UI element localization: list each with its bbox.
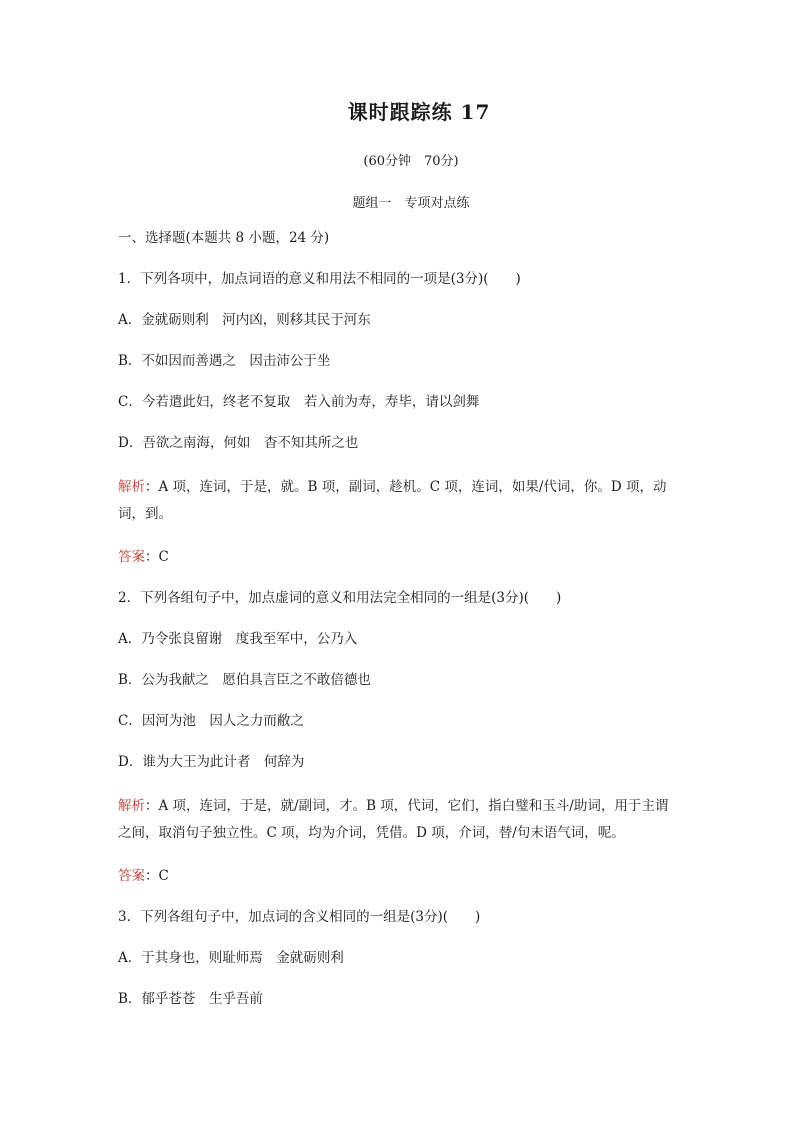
answer-text: ：C	[145, 549, 169, 565]
answer-text: ：C	[145, 868, 169, 884]
question-1-option-b: B．不如因而善遇之 因击沛公于坐	[118, 353, 331, 369]
page-title: 课时跟踪练 17	[347, 100, 491, 124]
question-2-explanation	[118, 793, 678, 847]
explanation-text: ：A 项，连词，于是，就。B 项，副词，趁机。C 项，连词，如果/代词，你。D 项，动词，到。	[118, 479, 667, 522]
explanation-text: ：A 项，连词，于是，就/副词，才。B 项，代词，它们，指白璧和玉斗/助词，用于主谓之间，取消句子独立性。C 项，均为介词，凭借。D 项，介词，替/句末语气词，呢。	[118, 798, 669, 841]
question-2-option-a: A．乃令张良留谢 度我至军中，公乃入	[118, 631, 358, 647]
answer-label: 答案	[118, 549, 145, 565]
question-stem-2: 2．下列各组句子中，加点虚词的意义和用法完全相同的一组是(3分)( )	[118, 590, 562, 606]
question-1-answer	[118, 547, 678, 567]
question-2-answer	[118, 866, 678, 886]
answer-label: 答案	[118, 868, 145, 884]
question-1-option-d: D．吾欲之南海，何如 杳不知其所之也	[118, 435, 359, 451]
question-3-option-b: B．郁乎苍苍 生乎吾前	[118, 991, 263, 1007]
question-2-option-c: C．因河为池 因人之力而敝之	[118, 713, 304, 729]
question-stem-3: 3．下列各组句子中，加点词的含义相同的一组是(3分)( )	[118, 909, 481, 925]
question-1-explanation	[118, 474, 678, 528]
question-2-option-d: D．谁为大王为此计者 何辞为	[118, 754, 305, 770]
explanation-label: 解析	[118, 798, 145, 814]
question-3-option-a: A．于其身也，则耻师焉 金就砺则利	[118, 950, 344, 966]
explanation-label: 解析	[118, 479, 145, 495]
group-title: 题组一 专项对点练	[352, 196, 470, 211]
question-1-option-a: A．金就砺则利 河内凶，则移其民于河东	[118, 312, 371, 328]
time-score-subtitle: (60分钟 70分)	[363, 154, 459, 169]
section-heading: 一、选择题(本题共 8 小题，24 分)	[118, 230, 330, 246]
question-1-option-c: C．今若遣此妇，终老不复取 若入前为寿，寿毕，请以剑舞	[118, 394, 480, 410]
question-content	[118, 228, 678, 1030]
question-stem-1: 1．下列各项中，加点词语的意义和用法不相同的一项是(3分)( )	[118, 271, 521, 287]
question-2-option-b: B．公为我献之 愿伯具言臣之不敢倍德也	[118, 672, 371, 688]
